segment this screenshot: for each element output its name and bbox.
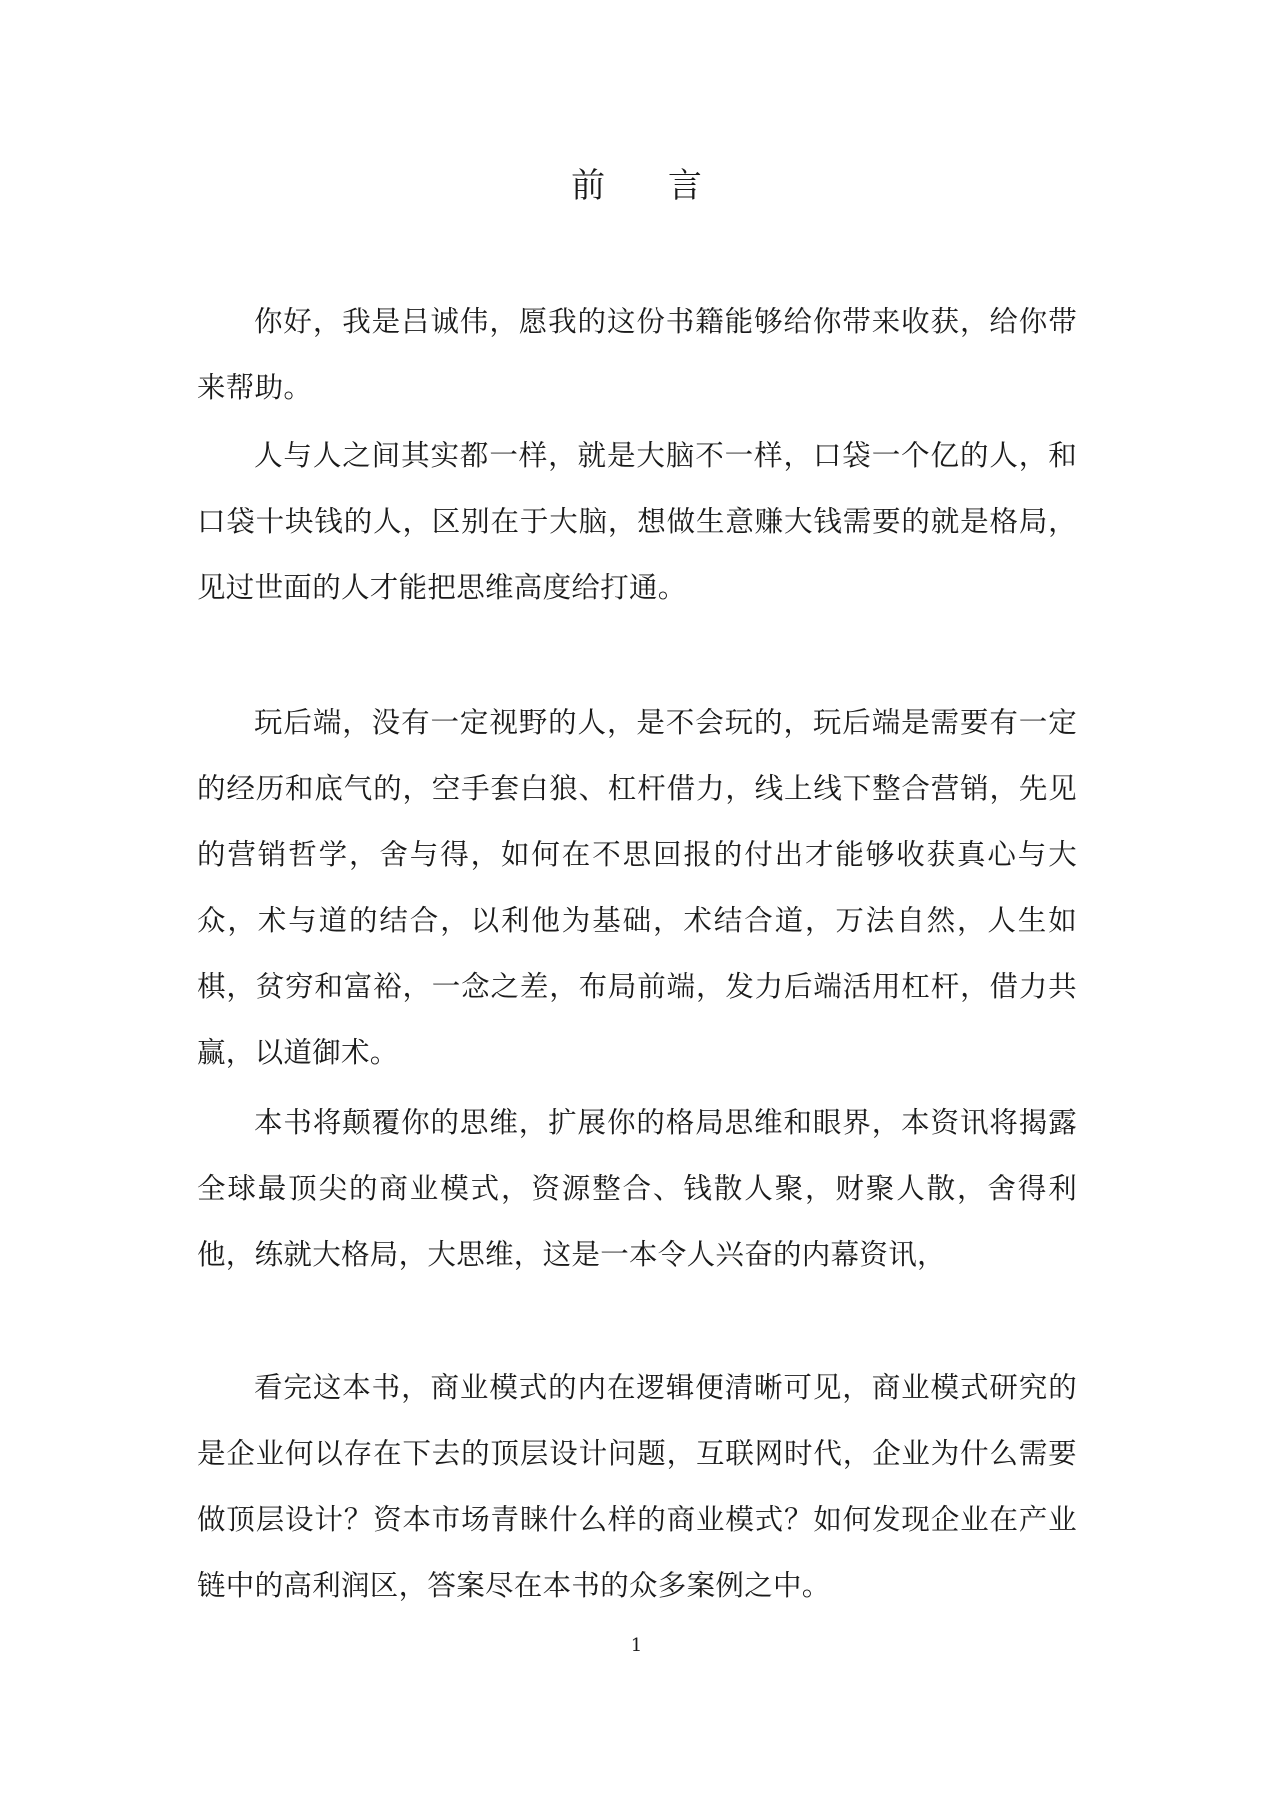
page-number: 1 <box>630 1635 643 1656</box>
page-title: 前 言 <box>571 166 728 206</box>
paragraph-greeting: 你好，我是吕诚伟，愿我的这份书籍能够给你带来收获，给你带来帮助。 <box>197 305 1077 404</box>
paragraph-book-intro: 本书将颠覆你的思维，扩展你的格局思维和眼界，本资讯将揭露全球最顶尖的商业模式，资源整合、钱散人聚，财聚人散，舍得利他，练就大格局，大思维，这是一本令人兴奋的内幕资讯， <box>197 1106 1077 1271</box>
paragraph-mindset: 人与人之间其实都一样，就是大脑不一样，口袋一个亿的人，和口袋十块钱的人，区别在于大脑，想做生意赚大钱需要的就是格局，见过世面的人才能把思维高度给打通。 <box>197 439 1077 604</box>
paragraph-backend: 玩后端，没有一定视野的人，是不会玩的，玩后端是需要有一定的经历和底气的，空手套白狼、杠杆借力，线上线下整合营销，先见的营销哲学，舍与得，如何在不思回报的付出才能够收获真心与大众，术与道的结合，以利他为基础，术结合道，万法自然，人生如棋，贫穷和富裕，一念之差，布局前端，发力后端活用杠杆，借力共赢，以道御术。 <box>197 706 1077 1069</box>
paragraph-business-model: 看完这本书，商业模式的内在逻辑便清晰可见，商业模式研究的是企业何以存在下去的顶层设计问题，互联网时代，企业为什么需要做顶层设计？资本市场青睐什么样的商业模式？如何发现企业在产业链中的高利润区，答案尽在本书的众多案例之中。 <box>197 1371 1077 1602</box>
